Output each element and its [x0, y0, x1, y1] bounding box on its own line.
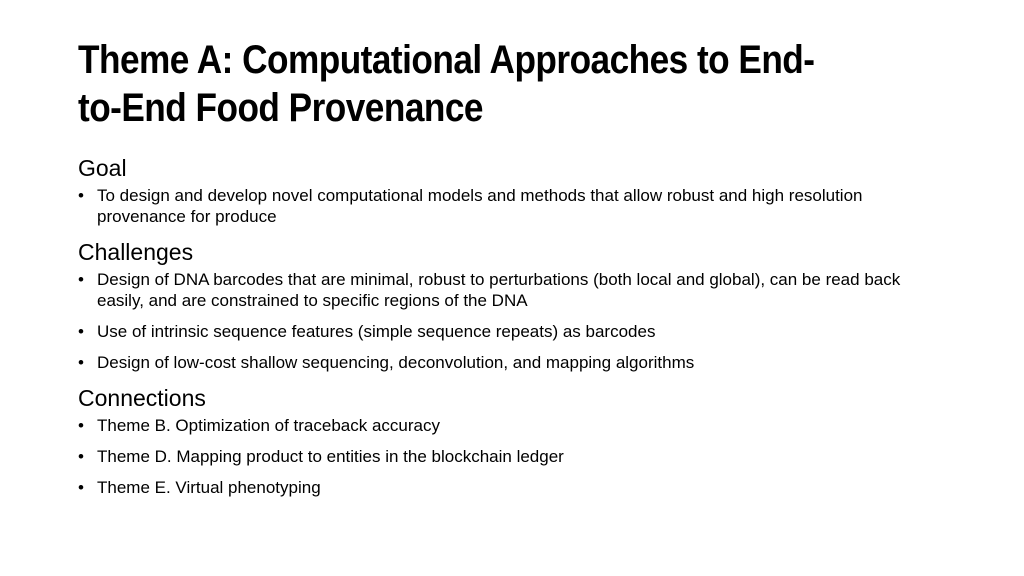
bullet-item	[78, 477, 948, 498]
bullet-glyph: •	[78, 478, 84, 497]
bullet-glyph: •	[78, 353, 84, 372]
bullet-text: Theme B. Optimization of traceback accuracy	[97, 416, 440, 435]
slide-body	[78, 153, 948, 508]
section-heading-challenges: Challenges	[78, 239, 194, 265]
bullet-item	[78, 415, 948, 436]
goal-bullet-list	[78, 185, 948, 227]
section-heading-goal: Goal	[78, 155, 127, 181]
bullet-text: Theme E. Virtual phenotyping	[97, 478, 321, 497]
section-heading-connections: Connections	[78, 385, 206, 411]
bullet-text: Design of low-cost shallow sequencing, deconvolution, and mapping algorithms	[97, 353, 695, 372]
bullet-text: Theme D. Mapping product to entities in the blockchain ledger	[97, 447, 564, 466]
slide-title	[78, 36, 870, 132]
bullet-glyph: •	[78, 447, 84, 466]
challenges-bullet-list	[78, 269, 948, 373]
bullet-text: To design and develop novel computational models and methods that allow robust and high resolution provenance for produce	[97, 186, 863, 226]
bullet-item	[78, 352, 948, 373]
slide-title-line-1: Theme A: Computational Approaches to End-	[78, 38, 815, 82]
bullet-item	[78, 185, 948, 227]
bullet-text: Design of DNA barcodes that are minimal, robust to perturbations (both local and global), can be read back easily, and are constrained to specific regions of the DNA	[97, 270, 901, 310]
bullet-text: Use of intrinsic sequence features (simple sequence repeats) as barcodes	[97, 322, 656, 341]
bullet-glyph: •	[78, 416, 84, 435]
bullet-glyph: •	[78, 322, 84, 341]
section-goal	[78, 153, 948, 227]
section-challenges	[78, 237, 948, 373]
bullet-item	[78, 269, 948, 311]
connections-bullet-list	[78, 415, 948, 498]
bullet-item	[78, 446, 948, 467]
bullet-glyph: •	[78, 270, 84, 289]
slide-title-line-2: to-End Food Provenance	[78, 86, 483, 130]
bullet-glyph: •	[78, 186, 84, 205]
bullet-item	[78, 321, 948, 342]
section-connections	[78, 383, 948, 498]
